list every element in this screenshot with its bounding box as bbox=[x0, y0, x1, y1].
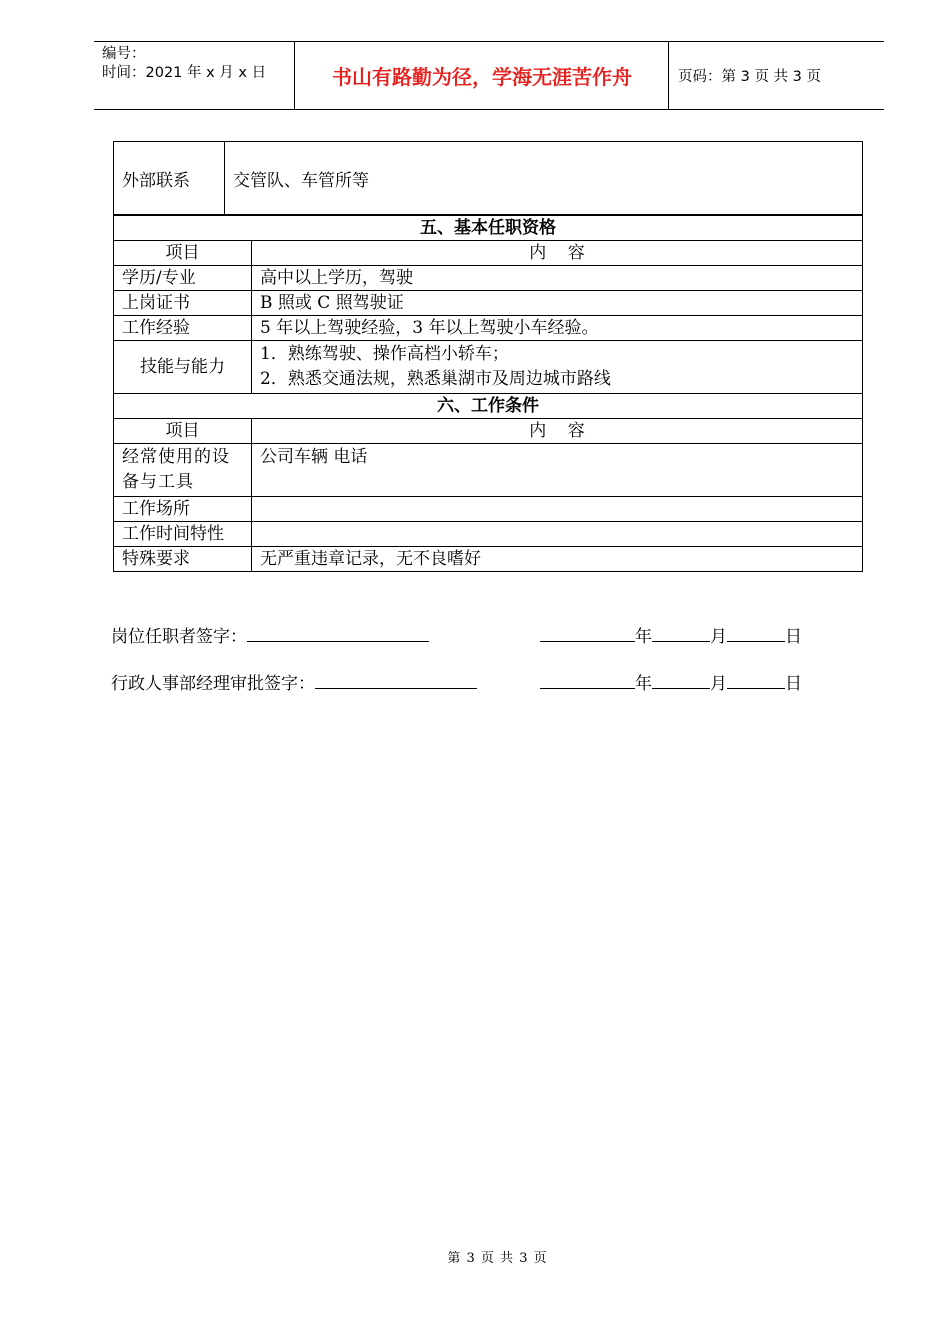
holder-date bbox=[540, 622, 802, 647]
holder-date-day-line[interactable] bbox=[727, 623, 785, 642]
manager-signature-line[interactable] bbox=[315, 670, 477, 689]
certificate-value: B 照或 C 照驾驶证 bbox=[252, 291, 863, 316]
code-label: 编号： bbox=[102, 46, 146, 62]
table-row bbox=[114, 291, 863, 316]
work-time-label: 工作时间特性 bbox=[114, 522, 252, 547]
external-contact-table bbox=[113, 141, 863, 215]
header-page-number: 页码：第 3 页 共 3 页 bbox=[678, 69, 821, 85]
manager-date-day-line[interactable] bbox=[727, 670, 785, 689]
day-label: 日 bbox=[785, 674, 802, 694]
section5-col-content: 内 容 bbox=[252, 241, 863, 266]
table-row bbox=[114, 547, 863, 572]
equipment-label-line-1: 经常使用的设 bbox=[122, 447, 230, 467]
skills-label: 技能与能力 bbox=[114, 341, 252, 394]
table-row bbox=[114, 341, 863, 394]
special-requirements-label: 特殊要求 bbox=[114, 547, 252, 572]
equipment-value: 公司车辆 电话 bbox=[252, 444, 863, 497]
header-meta bbox=[102, 45, 266, 83]
section6-title: 六、工作条件 bbox=[114, 394, 863, 419]
month-label: 月 bbox=[710, 674, 727, 694]
year-label: 年 bbox=[635, 674, 652, 694]
holder-signature bbox=[111, 622, 429, 647]
section5-col-item: 项目 bbox=[114, 241, 252, 266]
header-motto: 书山有路勤为径，学海无涯苦作舟 bbox=[332, 65, 632, 89]
workplace-label: 工作场所 bbox=[114, 497, 252, 522]
external-contact-value: 交管队、车管所等 bbox=[225, 142, 863, 215]
header-divider-right bbox=[668, 42, 669, 109]
holder-date-year-line[interactable] bbox=[540, 623, 635, 642]
page-header bbox=[94, 41, 884, 110]
experience-value: 5 年以上驾驶经验，3 年以上驾驶小车经验。 bbox=[252, 316, 863, 341]
table-row bbox=[114, 266, 863, 291]
external-contact-label: 外部联系 bbox=[114, 142, 225, 215]
table-row bbox=[114, 522, 863, 547]
page-footer: 第 3 页 共 3 页 bbox=[447, 1251, 548, 1266]
holder-date-month-line[interactable] bbox=[652, 623, 710, 642]
header-divider-left bbox=[294, 42, 295, 109]
skills-line-1: 1．熟练驾驶、操作高档小轿车； bbox=[260, 344, 509, 364]
table-row bbox=[114, 444, 863, 497]
work-time-value bbox=[252, 522, 863, 547]
table-row bbox=[114, 216, 863, 241]
skills-value bbox=[252, 341, 863, 394]
manager-date bbox=[540, 669, 802, 694]
skills-line-2: 2．熟悉交通法规，熟悉巢湖市及周边城市路线 bbox=[260, 369, 611, 389]
equipment-label bbox=[114, 444, 252, 497]
education-value: 高中以上学历，驾驶 bbox=[252, 266, 863, 291]
manager-date-year-line[interactable] bbox=[540, 670, 635, 689]
equipment-label-line-2: 备与工具 bbox=[122, 472, 194, 492]
table-row bbox=[114, 419, 863, 444]
year-label: 年 bbox=[635, 627, 652, 647]
table-row bbox=[114, 316, 863, 341]
day-label: 日 bbox=[785, 627, 802, 647]
table-row bbox=[114, 497, 863, 522]
table-row bbox=[114, 394, 863, 419]
table-row bbox=[114, 142, 863, 215]
section5-title: 五、基本任职资格 bbox=[114, 216, 863, 241]
manager-signature-label: 行政人事部经理审批签字： bbox=[111, 674, 315, 694]
table-row bbox=[114, 241, 863, 266]
education-label: 学历/专业 bbox=[114, 266, 252, 291]
special-requirements-value: 无严重违章记录，无不良嗜好 bbox=[252, 547, 863, 572]
holder-signature-line[interactable] bbox=[247, 623, 429, 642]
section6-col-content: 内 容 bbox=[252, 419, 863, 444]
month-label: 月 bbox=[710, 627, 727, 647]
manager-date-month-line[interactable] bbox=[652, 670, 710, 689]
certificate-label: 上岗证书 bbox=[114, 291, 252, 316]
qualification-table bbox=[113, 215, 863, 572]
holder-signature-label: 岗位任职者签字： bbox=[111, 627, 247, 647]
time-label: 时间：2021 年 x 月 x 日 bbox=[102, 65, 267, 81]
workplace-value bbox=[252, 497, 863, 522]
section6-col-item: 项目 bbox=[114, 419, 252, 444]
experience-label: 工作经验 bbox=[114, 316, 252, 341]
manager-signature bbox=[111, 669, 477, 694]
